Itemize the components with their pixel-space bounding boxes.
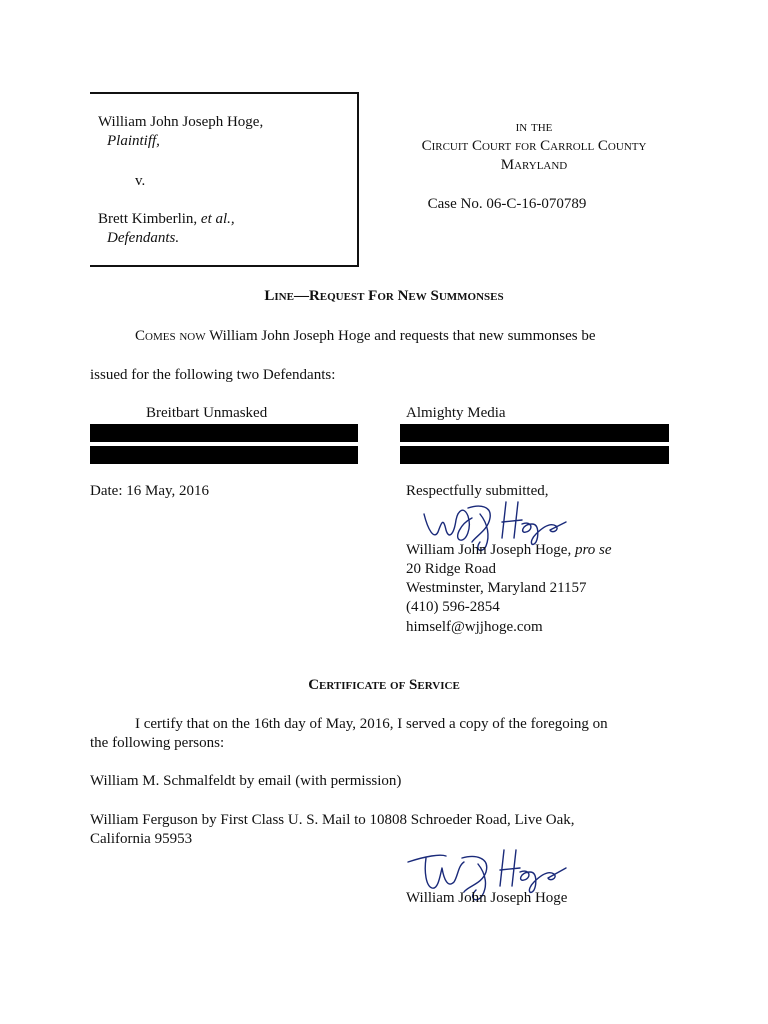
certificate-line-1: I certify that on the 16th day of May, 2016, I served a copy of the foregoing on [135, 716, 608, 732]
redaction-bar-left-2 [90, 446, 358, 464]
closing-text: Respectfully submitted, [406, 483, 549, 499]
service-recipient-2-line-2: California 95953 [90, 831, 193, 847]
redaction-bar-right-1 [400, 424, 669, 442]
court-line-1: in the [515, 119, 553, 135]
signer-name-line [406, 541, 612, 560]
address-line-2: Westminster, Maryland 21157 [406, 580, 587, 596]
defendant-name-text: Brett Kimberlin, [98, 211, 198, 227]
email-address: himself@wjjhoge.com [406, 619, 543, 635]
comes-now-label: Comes now [135, 328, 206, 344]
service-recipient-1: William M. Schmalfeldt by email (with permission) [90, 773, 402, 789]
defendant-etal: et al., [200, 211, 235, 227]
certificate-signer: William John Joseph Hoge [406, 890, 568, 906]
defendant-role: Defendants. [107, 230, 180, 246]
defendant-right-name: Almighty Media [406, 405, 506, 421]
service-recipient-2-line-1: William Ferguson by First Class U. S. Mail to 10808 Schroeder Road, Live Oak, [90, 812, 575, 828]
certificate-title: Certificate of Service [308, 677, 460, 693]
court-line-2: Circuit Court for Carroll County [421, 138, 647, 154]
court-line-3: Maryland [500, 157, 568, 173]
pro-se-label: pro se [574, 542, 612, 558]
certificate-line-2: the following persons: [90, 735, 225, 751]
redaction-bar-left-1 [90, 424, 358, 442]
plaintiff-name: William John Joseph Hoge, [98, 114, 264, 130]
signer-name: William John Joseph Hoge, [406, 542, 572, 558]
filing-date: Date: 16 May, 2016 [90, 483, 210, 499]
defendant-name [98, 210, 235, 229]
request-body-text: William John Joseph Hoge and requests that new summonses be [205, 328, 596, 344]
plaintiff-role: Plaintiff, [107, 133, 160, 149]
phone-number: (410) 596-2854 [406, 599, 500, 615]
address-line-1: 20 Ridge Road [406, 561, 496, 577]
redaction-bar-right-2 [400, 446, 669, 464]
defendant-left-name: Breitbart Unmasked [146, 405, 268, 421]
request-body-line-2: issued for the following two Defendants: [90, 367, 336, 383]
versus-label: v. [135, 173, 146, 189]
case-number: Case No. 06-C-16-070789 [427, 196, 587, 212]
request-body-line-1 [135, 327, 596, 346]
request-title: Line—Request For New Summonses [264, 288, 504, 304]
